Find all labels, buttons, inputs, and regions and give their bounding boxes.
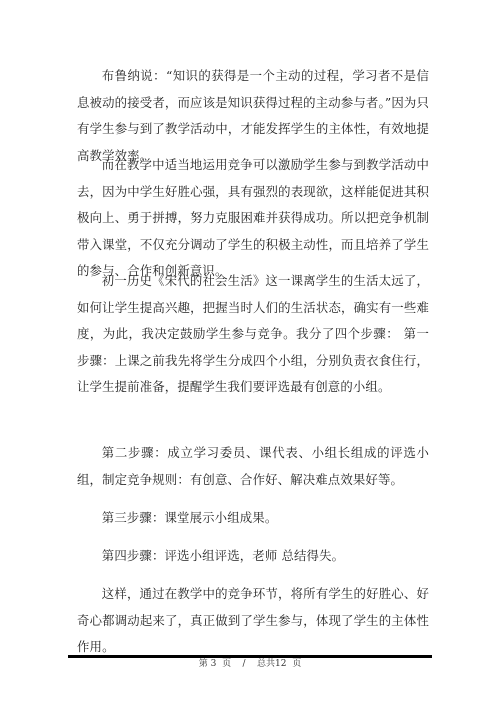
page-footer: [68, 658, 432, 670]
paragraph-5: 第三步骤：课堂展示小组成果。: [101, 510, 278, 525]
paragraph-7: 这样，通过在教学中的竞争环节，将所有学生的好胜心、好奇心都调动起来了，真正做到了学生参与，体现了学生的主体性作用。: [77, 586, 429, 654]
paragraph-1: 布鲁纳说：“知识的获得是一个主动的过程，学习者不是信息被动的接受者，而应该是知识获得过程的主动参与者。”因为只有学生参与到了教学活动中，才能发挥学生的主体性，有效地提高教学效率。: [77, 68, 429, 163]
paragraph-2: 而在教学中适当地运用竞争可以激励学生参与到教学活动中去，因为中学生好胜心强，具有强烈的表现欲，这样能促进其积极向上、勇于拼搏，努力克服困难并获得成功。所以把竞争机制带入课堂，不仅充分调动了学生的积极主动性，而且培养了学生的参与、合作和创新意识。: [77, 157, 429, 278]
paragraph-6: 第四步骤：评选小组评选，老师 总结得失。: [101, 548, 345, 563]
page-separator: /: [242, 659, 246, 669]
paragraph-3: 初一历史《宋代的社会生活》这一课离学生的生活太远了，如何让学生提高兴趣，把握当时人们的生活状态，确实有一些难度，为此，我决定鼓励学生参与竞争。我分了四个步骤： 第一步骤：上课之前我先将学生分成四个小组，分别负责衣食住行，让学生提前准备，提醒学生我们要评选最有创意的小组。: [77, 273, 429, 394]
page-number-label: 第 3 页: [198, 659, 232, 669]
total-pages-label: 总共12 页: [257, 659, 302, 669]
paragraph-4: 第二步骤：成立学习委员、课代表、小组长组成的评选小组，制定竞争规则：有创意、合作好、解决难点效果好等。: [77, 445, 429, 487]
